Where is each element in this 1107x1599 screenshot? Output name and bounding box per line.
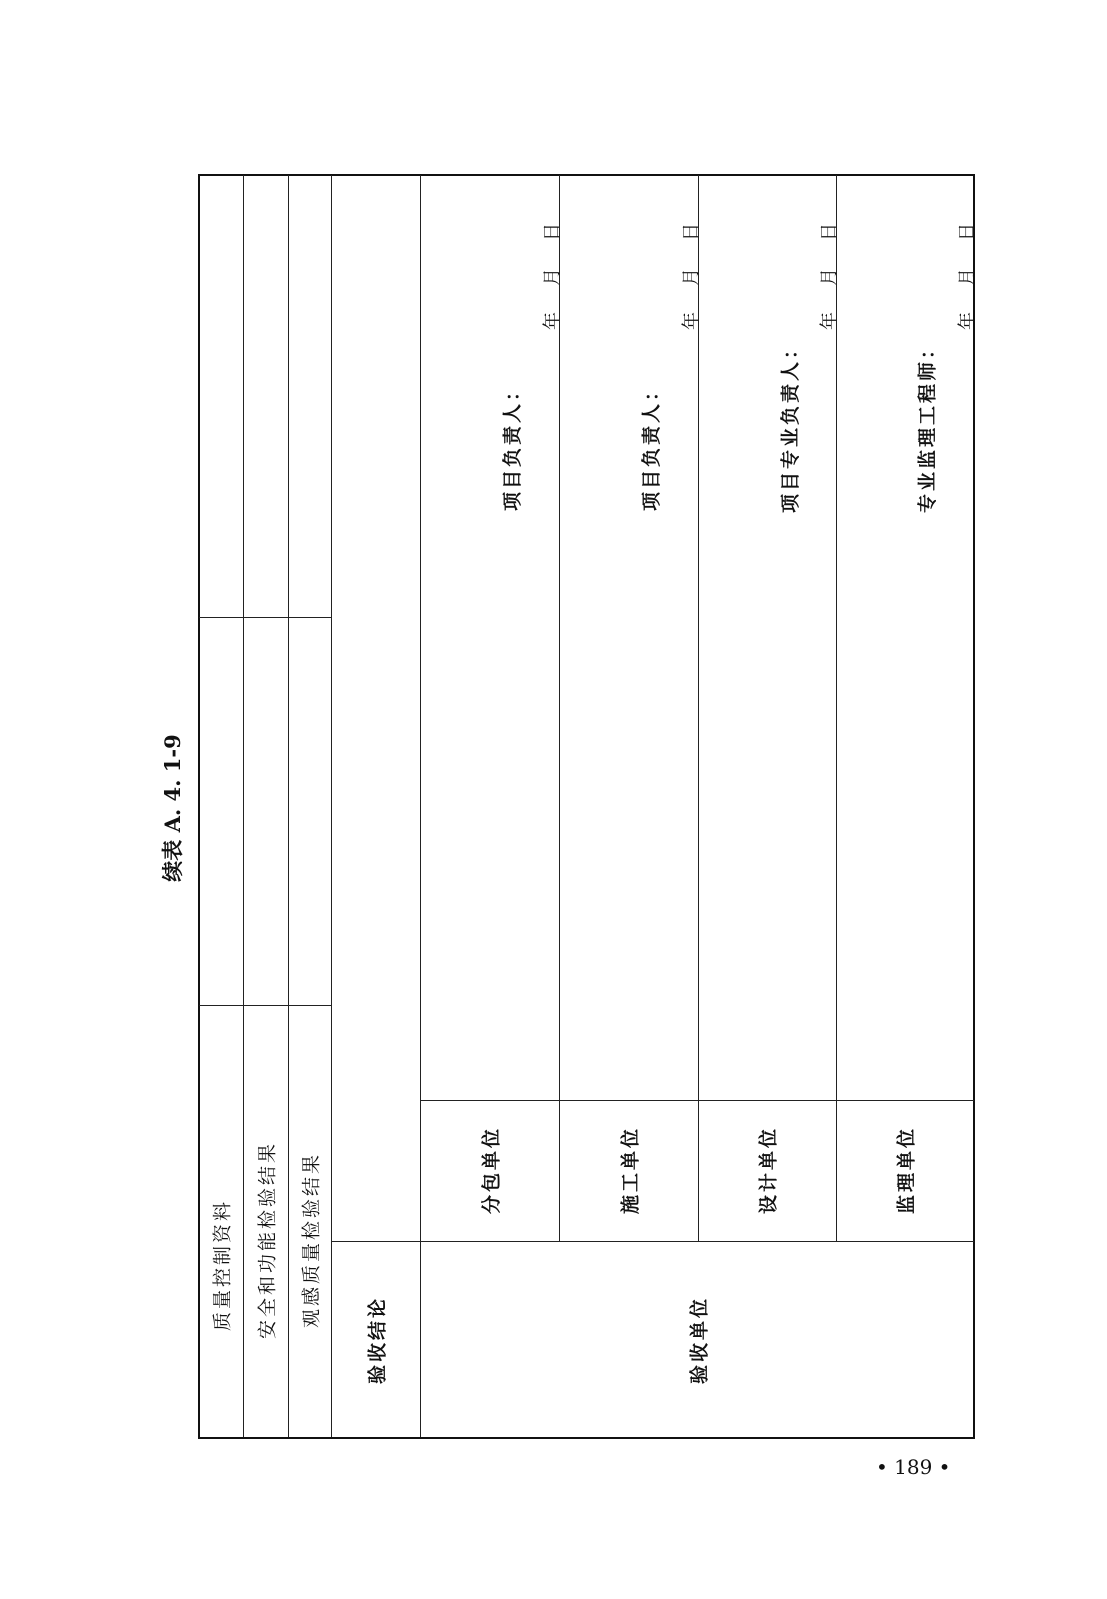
date-year: 年 [542, 312, 563, 330]
row-divider-upper [199, 617, 331, 618]
col-divider-6 [698, 175, 699, 1241]
col-divider-4 [420, 175, 421, 1437]
unit-name-construction: 施工单位 [619, 1125, 642, 1215]
table-title: 续表 A. 4. 1-9 [160, 734, 185, 882]
unit-name-subcontractor: 分包单位 [480, 1125, 503, 1215]
date-day: 日 [681, 223, 702, 241]
date-year: 年 [819, 312, 840, 330]
safety-function-label: 安全和功能检验结果 [256, 1140, 279, 1340]
date-day: 日 [542, 223, 563, 241]
signer-design: 项目专业负责人： [779, 336, 802, 514]
date-month: 月 [957, 268, 978, 286]
row-divider-mid [199, 1005, 331, 1006]
date-month: 月 [542, 268, 563, 286]
col-divider-7 [836, 175, 837, 1241]
col-divider-5 [559, 175, 560, 1241]
date-month: 月 [681, 268, 702, 286]
col-divider-2 [288, 175, 289, 1437]
unit-name-supervision: 监理单位 [895, 1125, 918, 1215]
row-divider-sub [420, 1100, 974, 1101]
date-day: 日 [957, 223, 978, 241]
page-number: • 189 • [876, 1455, 951, 1479]
date-day: 日 [819, 223, 840, 241]
row-divider-lower [331, 1241, 974, 1242]
acceptance-units-label: 验收单位 [688, 1295, 711, 1385]
col-divider-1 [243, 175, 244, 1437]
signer-construction: 项目负责人： [640, 378, 663, 512]
signer-subcontractor: 项目负责人： [501, 378, 524, 512]
unit-name-design: 设计单位 [757, 1125, 780, 1215]
quality-control-label: 质量控制资料 [211, 1198, 234, 1332]
date-year: 年 [957, 312, 978, 330]
col-divider-3 [331, 175, 332, 1437]
conclusion-label: 验收结论 [366, 1295, 389, 1385]
date-year: 年 [681, 312, 702, 330]
appearance-quality-label: 观感质量检验结果 [300, 1151, 323, 1329]
date-month: 月 [819, 268, 840, 286]
signer-supervision: 专业监理工程师： [916, 336, 939, 514]
